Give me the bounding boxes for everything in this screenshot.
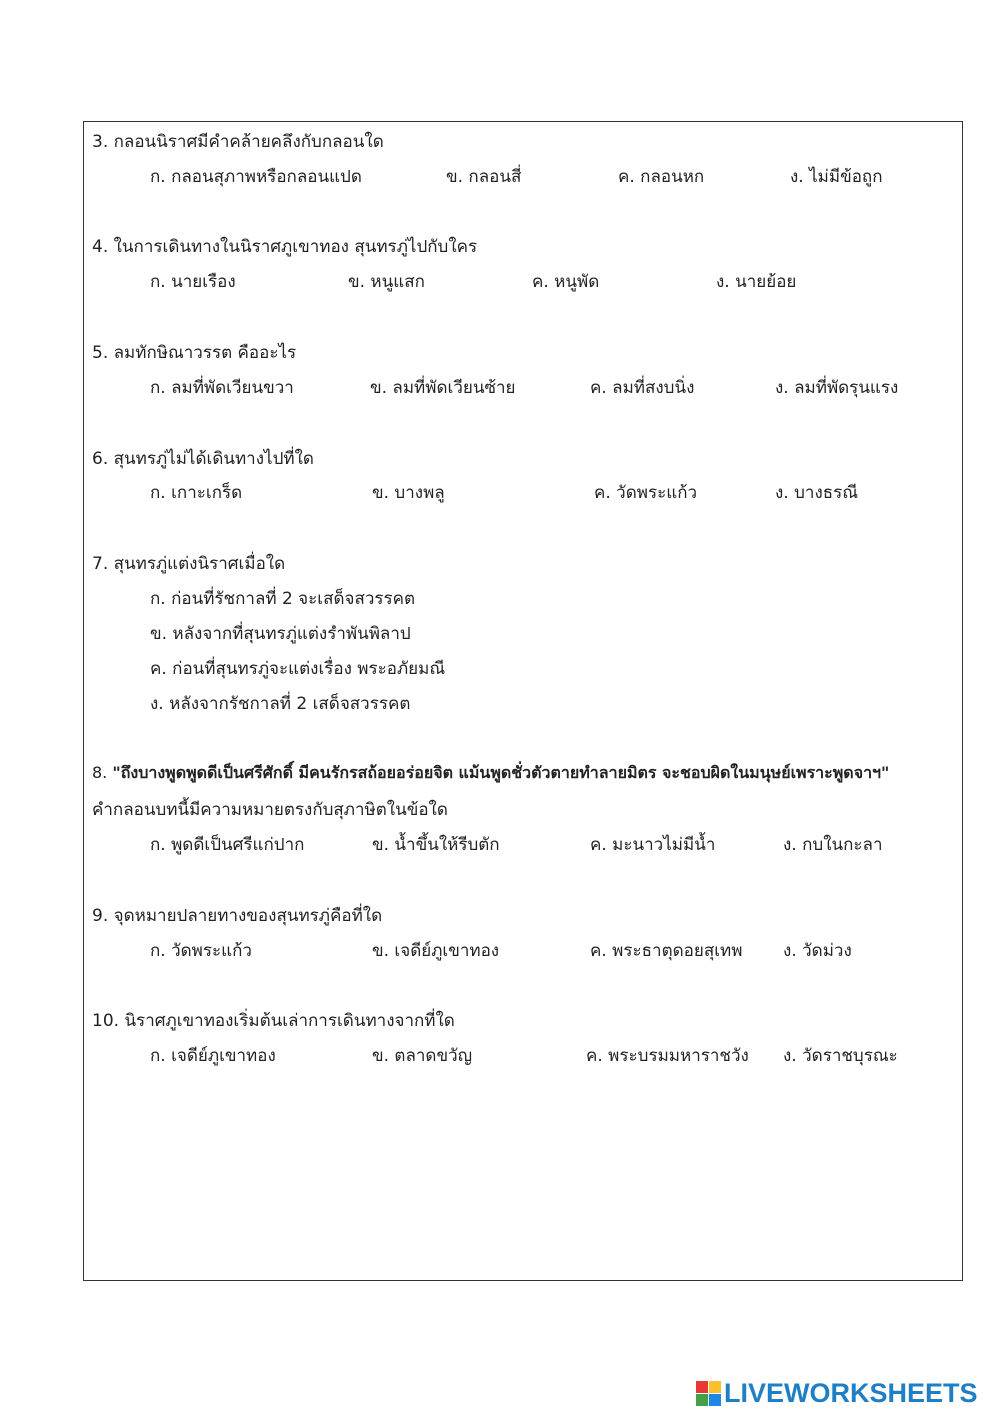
q4-option-a[interactable]: ก. นายเรือง <box>150 272 236 292</box>
question-4: 4. ในการเดินทางในนิราศภูเขาทอง สุนทรภู่ไปกับใคร <box>92 237 478 257</box>
q4-option-d[interactable]: ง. นายย้อย <box>716 272 797 292</box>
q3-option-a[interactable]: ก. กลอนสุภาพหรือกลอนแปด <box>150 167 362 187</box>
logo-square-yellow <box>709 1381 721 1393</box>
worksheet-frame <box>83 121 963 1281</box>
question-9: 9. จุดหมายปลายทางของสุนทรภู่คือที่ใด <box>92 906 383 926</box>
logo-square-green <box>696 1394 708 1406</box>
question-10: 10. นิราศภูเขาทองเริ่มต้นเล่าการเดินทางจากที่ใด <box>92 1011 455 1031</box>
q8-option-d[interactable]: ง. กบในกะลา <box>783 835 883 855</box>
q6-option-c[interactable]: ค. วัดพระแก้ว <box>594 483 698 503</box>
question-7: 7. สุนทรภู่แต่งนิราศเมื่อใด <box>92 554 286 574</box>
q5-option-d[interactable]: ง. ลมที่พัดรุนแรง <box>775 378 899 398</box>
q10-option-d[interactable]: ง. วัดราชบุรณะ <box>783 1046 898 1066</box>
logo-square-blue <box>709 1394 721 1406</box>
logo-brand-text: LIVEWORKSHEETS <box>724 1377 978 1408</box>
question-8-number: 8. <box>92 763 108 782</box>
q10-option-c[interactable]: ค. พระบรมมหาราชวัง <box>586 1046 749 1066</box>
q7-option-a[interactable]: ก. ก่อนที่รัชกาลที่ 2 จะเสด็จสวรรคต <box>150 589 416 609</box>
q4-option-c[interactable]: ค. หนูพัด <box>532 272 600 292</box>
q8-option-c[interactable]: ค. มะนาวไม่มีน้ำ <box>590 835 716 855</box>
q8-option-a[interactable]: ก. พูดดีเป็นศรีแก่ปาก <box>150 835 305 855</box>
question-8-quote: "ถึงบางพูดพูดดีเป็นศรีศักดิ์ มีคนรักรสถ้อยอร่อยจิต แม้นพูดชั่วตัวตายทำลายมิตร จะชอบผิดในมนุษย์เพราะพูดจาฯ" <box>112 763 890 782</box>
q5-option-a[interactable]: ก. ลมที่พัดเวียนขวา <box>150 378 294 398</box>
q3-option-b[interactable]: ข. กลอนสี่ <box>446 167 522 187</box>
q7-option-d[interactable]: ง. หลังจากรัชกาลที่ 2 เสด็จสวรรคต <box>150 694 411 714</box>
q7-option-c[interactable]: ค. ก่อนที่สุนทรภู่จะแต่งเรื่อง พระอภัยมณี <box>150 659 446 679</box>
q9-option-b[interactable]: ข. เจดีย์ภูเขาทอง <box>372 941 500 961</box>
logo-squares-icon <box>696 1381 721 1406</box>
q7-option-b[interactable]: ข. หลังจากที่สุนทรภู่แต่งรำพันพิลาป <box>150 624 411 644</box>
q5-option-c[interactable]: ค. ลมที่สงบนิ่ง <box>590 378 695 398</box>
q6-option-d[interactable]: ง. บางธรณี <box>775 483 859 503</box>
logo-square-red <box>696 1381 708 1393</box>
q4-option-b[interactable]: ข. หนูแสก <box>348 272 425 292</box>
q10-option-b[interactable]: ข. ตลาดขวัญ <box>372 1046 473 1066</box>
q6-option-a[interactable]: ก. เกาะเกร็ด <box>150 483 243 503</box>
question-5: 5. ลมทักษิณาวรรต คืออะไร <box>92 343 297 363</box>
q6-option-b[interactable]: ข. บางพลู <box>372 483 445 503</box>
q10-option-a[interactable]: ก. เจดีย์ภูเขาทอง <box>150 1046 276 1066</box>
q3-option-d[interactable]: ง. ไม่มีข้อถูก <box>790 167 883 187</box>
q8-option-b[interactable]: ข. น้ำขึ้นให้รีบตัก <box>372 835 500 855</box>
q3-option-c[interactable]: ค. กลอนหก <box>618 167 705 187</box>
q9-option-d[interactable]: ง. วัดม่วง <box>783 941 852 961</box>
q5-option-b[interactable]: ข. ลมที่พัดเวียนซ้าย <box>370 378 516 398</box>
question-6: 6. สุนทรภู่ไม่ได้เดินทางไปที่ใด <box>92 449 314 469</box>
question-8-subtitle: คำกลอนบทนี้มีความหมายตรงกับสุภาษิตในข้อใด <box>92 800 448 820</box>
q9-option-c[interactable]: ค. พระธาตุดอยสุเทพ <box>590 941 743 961</box>
q9-option-a[interactable]: ก. วัดพระแก้ว <box>150 941 252 961</box>
question-3: 3. กลอนนิราศมีคำคล้ายคลึงกับกลอนใด <box>92 132 384 152</box>
liveworksheets-logo[interactable] <box>696 1378 978 1408</box>
question-8 <box>92 761 889 786</box>
